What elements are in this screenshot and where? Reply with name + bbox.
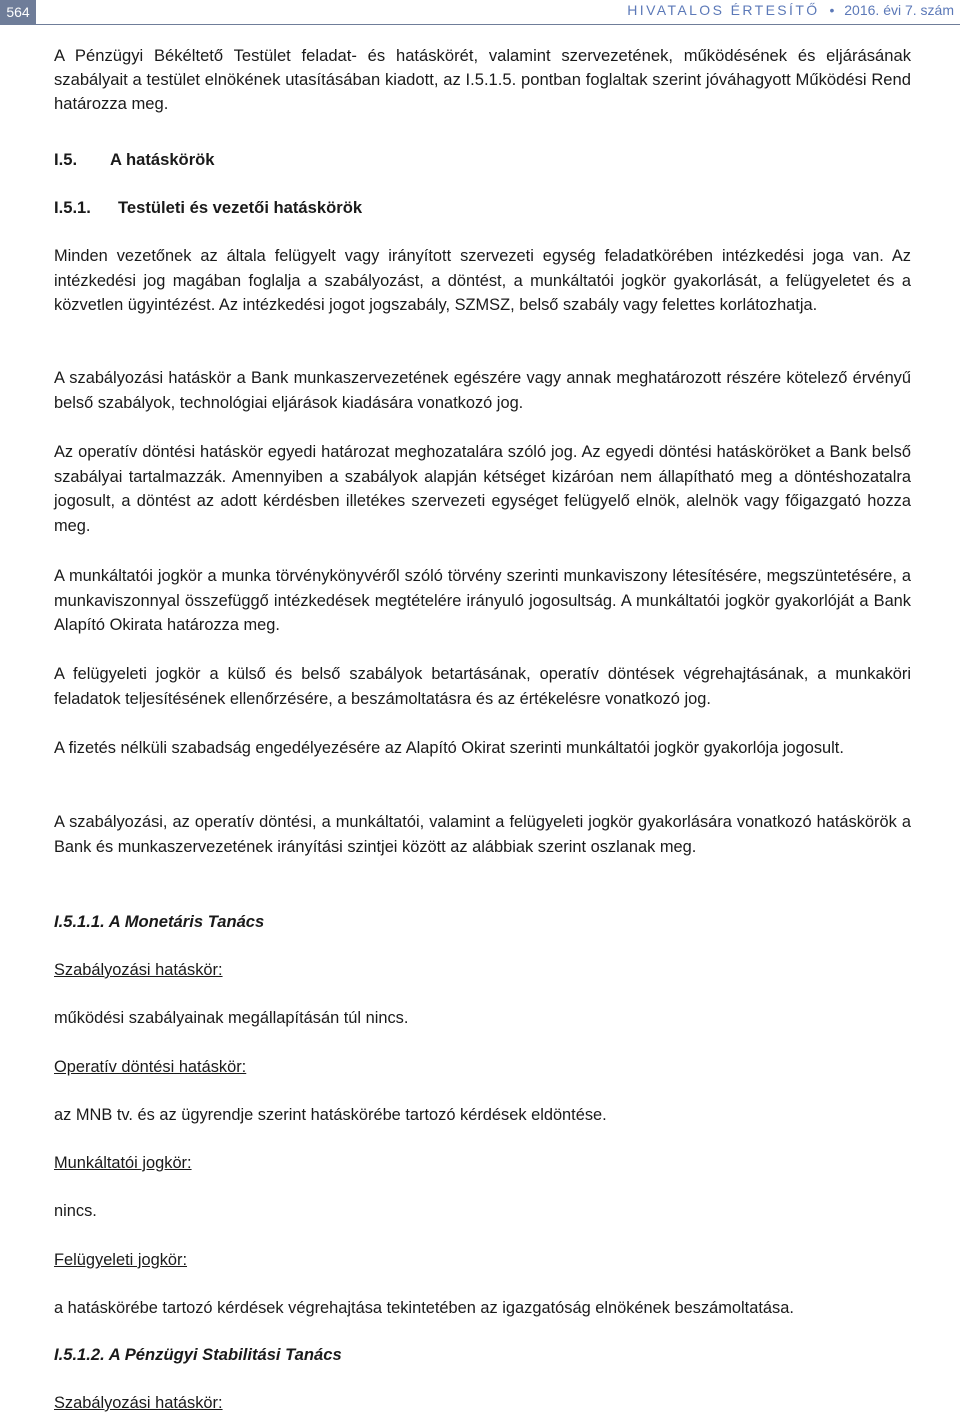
supervisory-text: a hatáskörébe tartozó kérdések végrehajtása tekintetében az igazgatóság elnökének beszámoltatása. [54,1299,794,1317]
employer-text: nincs. [54,1202,97,1220]
monetaris-heading: I.5.1.1. A Monetáris Tanács [54,912,265,931]
running-title [627,0,954,20]
journal-title: HIVATALOS ÉRTESÍTŐ [627,2,820,18]
header-rule [0,24,960,25]
issue-label: 2016. évi 7. szám [844,2,954,18]
subsection-number: I.5.1. [54,198,91,217]
separator-bullet: • [829,2,835,18]
stabilitasi-regulatory-label: Szabályozási hatáskör: [54,1394,223,1412]
section-title: A hatáskörök [110,150,215,169]
operative-label: Operatív döntési hatáskör: [54,1058,247,1076]
subsection-heading [54,196,911,220]
paragraph: A szabályozási, az operatív döntési, a munkáltatói, valamint a felügyeleti jogkör gyakorlására vonatkozó hatáskörök a Bank és munkaszervezetének irányítási szintjei között az alábbiak szerint oszlanak meg. [54,813,911,856]
paragraph: A felügyeleti jogkör a külső és belső szabályok betartásának, operatív döntések végrehajtásának, a munkaköri feladatok teljesítésének ellenőrzésére, a beszámoltatásra és az értékelésre vonatkozó jog. [54,665,911,708]
paragraph: A fizetés nélküli szabadság engedélyezésére az Alapító Okirat szerinti munkáltatói jogkör gyakorlója jogosult. [54,739,844,757]
paragraph: Az operatív döntési hatáskör egyedi határozat meghozatalára szóló jog. Az egyedi döntési hatásköröket a Bank belső szabályai tartalmazzák. Amennyiben a szabályok alapján kétséget kizáróan nem állapítható meg a döntéshozatalra jogosult, a döntést az adott kérdésben illetékes szervezeti egységet felügyelő elnök, alelnök vagy főigazgató hozza meg. [54,443,911,535]
page-number: 564 [0,0,36,24]
regulatory-text: működési szabályainak megállapításán túl nincs. [54,1009,409,1027]
operative-text: az MNB tv. és az ügyrendje szerint hatáskörébe tartozó kérdések eldöntése. [54,1106,607,1124]
section-heading [54,148,911,172]
supervisory-label: Felügyeleti jogkör: [54,1251,188,1269]
paragraph: A szabályozási hatáskör a Bank munkaszervezetének egészére vagy annak meghatározott részére kötelező érvényű belső szabályok, technológiai eljárások kiadására vonatkozó jog. [54,369,911,412]
paragraph: Minden vezetőnek az általa felügyelt vagy irányított szervezeti egység feladatkörében intézkedési joga van. Az intézkedési jog magában foglalja a szabályozást, a döntést, a munkáltatói jogkör gyakorlását, a felügyeletet és a közvetlen ügyintézést. Az intézkedési jogot jogszabály, SZMSZ, belső szabály vagy felettes korlátozhatja. [54,247,911,314]
employer-label: Munkáltatói jogkör: [54,1154,192,1172]
intro-paragraph: A Pénzügyi Békéltető Testület feladat- és hatáskörét, valamint szervezetének, működésének és eljárásának szabályait a testület elnökének utasításában kiadott, az I.5.1.5. pontban foglaltak szerint jóváhagyott Működési Rend határozza meg. [54,46,911,113]
subsection-title: Testületi és vezetői hatáskörök [118,198,363,217]
regulatory-label: Szabályozási hatáskör: [54,961,223,979]
paragraph: A munkáltatói jogkör a munka törvénykönyvéről szóló törvény szerinti munkaviszony létesítésére, megszüntetésére, a munkaviszonnyal összefüggő intézkedések megtételére irányuló jogosultság. A munkáltatói jogkör gyakorlóját a Bank Alapító Okirata határozza meg. [54,567,911,634]
running-header [0,0,960,24]
stabilitasi-heading: I.5.1.2. A Pénzügyi Stabilitási Tanács [54,1345,342,1364]
section-number: I.5. [54,150,78,169]
